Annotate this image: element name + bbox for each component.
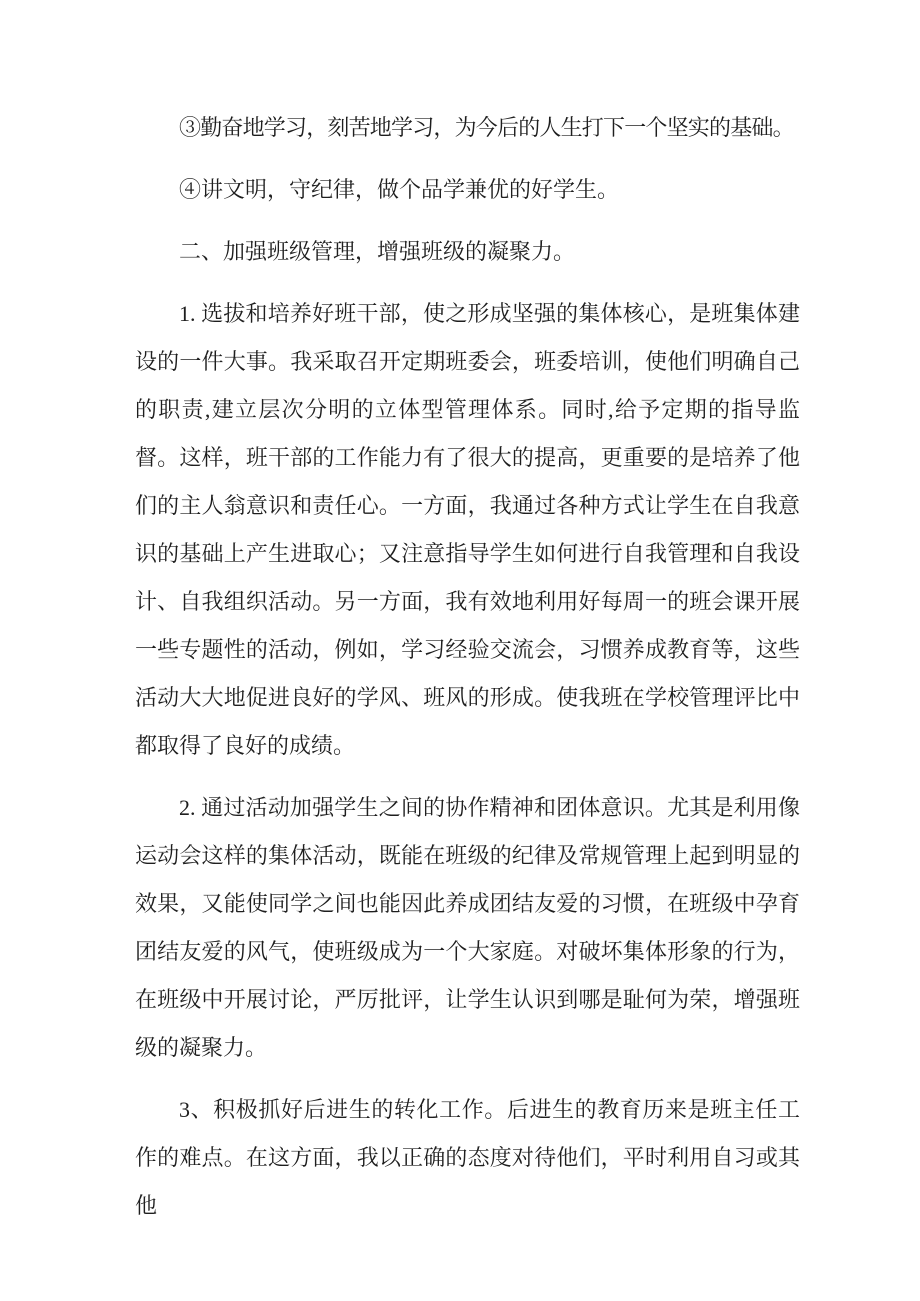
- paragraph: 3、积极抓好后进生的转化工作。后进生的教育历来是班主任工作的难点。在这方面，我以正确的态度对待他们，平时利用自习或其他: [135, 1097, 800, 1218]
- paragraph: 1. 选拔和培养好班干部，使之形成坚强的集体核心，是班集体建设的一件大事。我采取召开定期班委会，班委培训，使他们明确自己的职责,建立层次分明的立体型管理体系。同时,给予定期的指导监督。这样，班干部的工作能力有了很大的提高，更重要的是培养了他们的主人翁意识和责任心。一方面，我通过各种方式让学生在自我意识的基础上产生进取心；又注意指导学生如何进行自我管理和自我设计、自我组织活动。另一方面，我有效地利用好每周一的班会课开展一些专题性的活动，例如，学习经验交流会，习惯养成教育等，这些活动大大地促进良好的学风、班风的形成。使我班在学校管理评比中都取得了良好的成绩。: [135, 301, 800, 758]
- paragraph: ③勤奋地学习，刻苦地学习，为今后的人生打下一个坚实的基础。: [179, 115, 794, 140]
- paragraph: ④讲文明，守纪律，做个品学兼优的好学生。: [179, 177, 620, 202]
- paragraph: 2. 通过活动加强学生之间的协作精神和团体意识。尤其是利用像运动会这样的集体活动，既能在班级的纪律及常规管理上起到明显的效果，又能使同学之间也能因此养成团结友爱的习惯，在班级中孕育团结友爱的风气，使班级成为一个大家庭。对破坏集体形象的行为，在班级中开展讨论，严厉批评，让学生认识到哪是耻何为荣，增强班级的凝聚力。: [135, 795, 800, 1060]
- document-body: [135, 104, 800, 1230]
- paragraph: 二、加强班级管理，增强班级的凝聚力。: [179, 239, 576, 264]
